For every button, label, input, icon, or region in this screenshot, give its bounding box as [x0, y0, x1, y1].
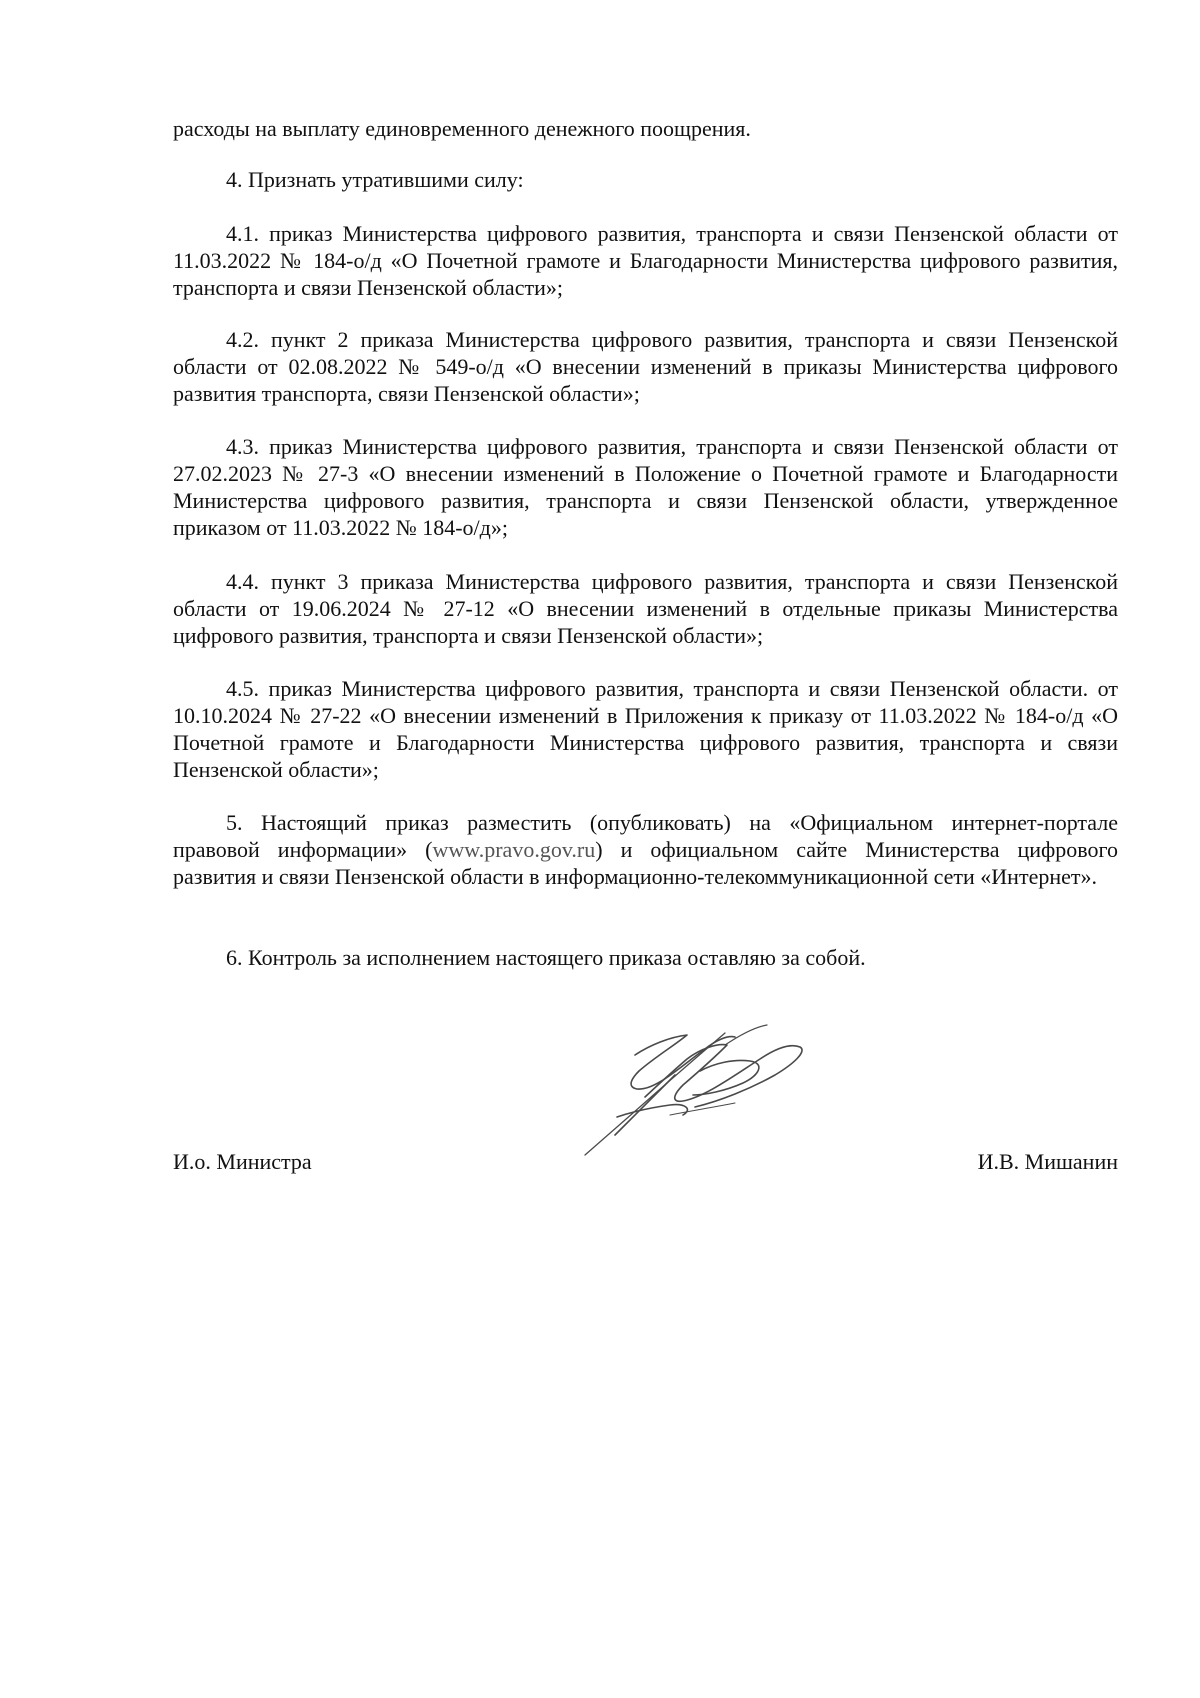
paragraph-item-5: [173, 809, 1118, 890]
paragraph-item-4-4: 4.4. пункт 3 приказа Министерства цифрового развития, транспорта и связи Пензенской области от 19.06.2024 № 27-12 «О внесении изменений в отдельные приказы Министерства цифрового развития, транспорта и связи Пензенской области»;: [173, 569, 1118, 648]
paragraph-item-4-3: 4.3. приказ Министерства цифрового развития, транспорта и связи Пензенской области от 27.02.2023 № 27-3 «О внесении изменений в Положение о Почетной грамоте и Благодарности Министерства цифрового развития, транспорта и связи Пензенской области, утвержденное приказом от 11.03.2022 № 184-о/д»;: [173, 434, 1118, 540]
paragraph-item-6: 6. Контроль за исполнением настоящего приказа оставляю за собой.: [226, 945, 866, 970]
paragraph-item-5-text-after: ) и официальном сайте Министерства цифрового развития и связи Пензенской области в информационно-телекоммуникационной сети «Интернет».: [173, 837, 1119, 889]
signature-block: [173, 1148, 1118, 1178]
paragraph-item-4-5: 4.5. приказ Министерства цифрового развития, транспорта и связи Пензенской области. от 10.10.2024 № 27-22 «О внесении изменений в Приложения к приказу от 11.03.2022 № 184-о/д «О Почетной грамоте и Благодарности Министерства цифрового развития, транспорта и связи Пензенской области»;: [173, 676, 1118, 782]
paragraph-item-4-1: 4.1. приказ Министерства цифрового развития, транспорта и связи Пензенской области от 11.03.2022 № 184-о/д «О Почетной грамоте и Благодарности Министерства цифрового развития, транспорта и связи Пензенской области»;: [173, 221, 1118, 300]
paragraph-continuation: расходы на выплату единовременного денежного поощрения.: [173, 116, 751, 141]
pravo-portal-url: www.pravo.gov.ru: [432, 837, 596, 862]
paragraph-item-5-text-before: 5. Настоящий приказ разместить (опубликовать) на «Официальном интернет-портале правовой информации» (: [173, 810, 1118, 862]
handwritten-signature-icon: [575, 1015, 835, 1165]
signatory-position: И.о. Министра: [173, 1149, 312, 1174]
signatory-name: И.В. Мишанин: [977, 1149, 1118, 1174]
paragraph-item-4-2: 4.2. пункт 2 приказа Министерства цифрового развития, транспорта и связи Пензенской области от 02.08.2022 № 549-о/д «О внесении изменений в приказы Министерства цифрового развития транспорта, связи Пензенской области»;: [173, 327, 1118, 406]
paragraph-item-4: 4. Признать утратившими силу:: [226, 167, 524, 192]
